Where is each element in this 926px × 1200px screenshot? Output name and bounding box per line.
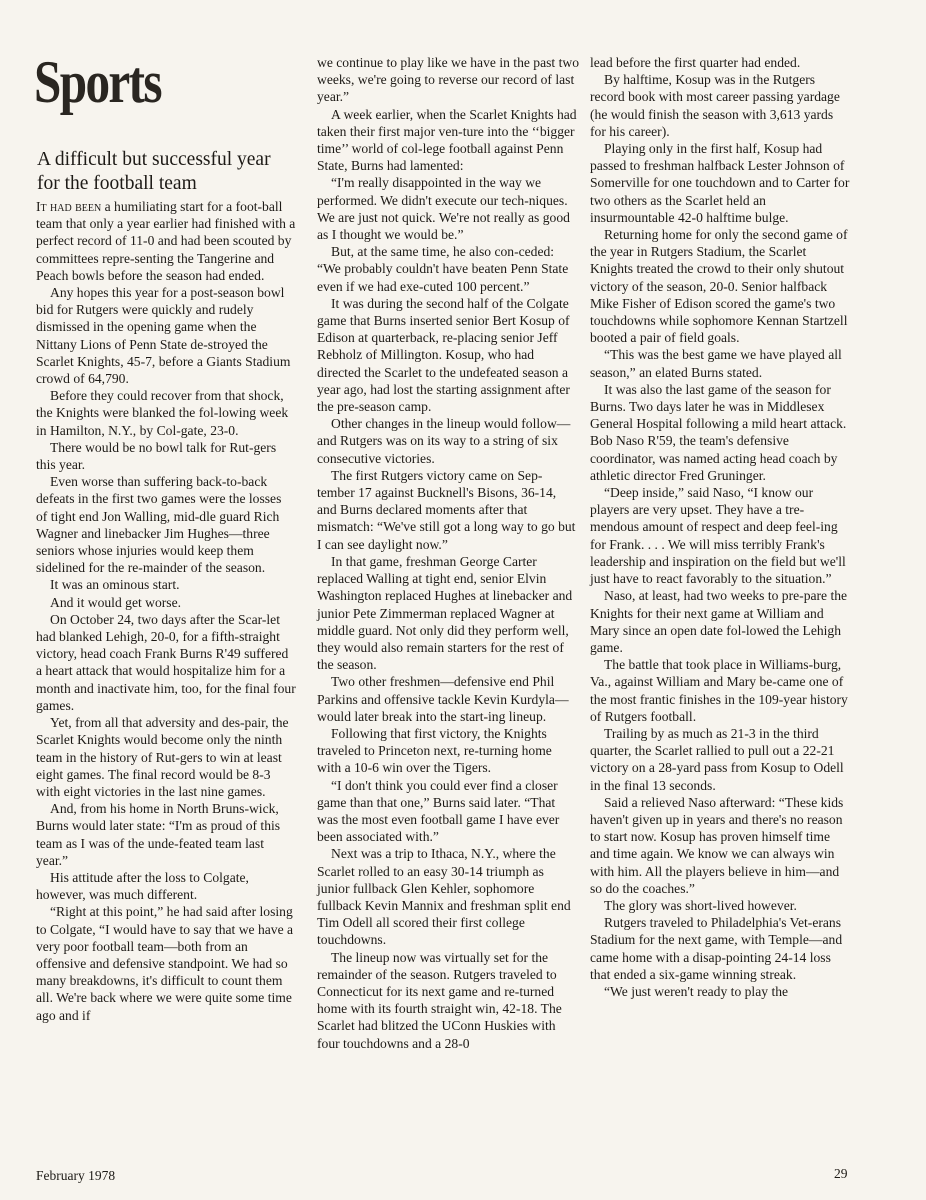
article-column-1 (36, 198, 296, 1024)
page-number: 29 (834, 1166, 848, 1181)
paragraph: Two other freshmen—defensive end Phil Parkins and offensive tackle Kevin Kurdyla—would later break into the start-ing lineup. (317, 674, 569, 724)
paragraph: Said a relieved Naso afterward: “These kids haven't given up in years and there's no reason to start now. Kosup has proven himself time and time again. We know we can always win with him. All the players believe in him—and so do the coaches.” (590, 794, 844, 896)
paragraph: A week earlier, when the Scarlet Knights had taken their first major ven-ture into the ‘‘bigger time’’ world of col-lege football against Penn State, Burns had lamented: (317, 106, 577, 174)
paragraph: “Right at this point,” he had said after losing to Colgate, “I would have to say that we have a very poor football team—both from an offensive and defensive standpoint. We had so many breakdowns, it's difficult to count them all. We're back where we were quite some time ago and if (36, 904, 294, 1023)
paragraph: we continue to play like we have in the past two weeks, we're going to reverse our record of last year.” (317, 55, 579, 105)
paragraph: Before they could recover from that shock, the Knights were blanked the fol-lowing week in Hamilton, N.Y., by Col-gate, 23-0. (36, 388, 289, 438)
paragraph: Playing only in the first half, Kosup had passed to freshman halfback Lester Johnson of Somerville for one touchdown and to Carter for two others as the Scarlet held an insurmountable 42-0 halftime bulge. (590, 141, 850, 225)
footer-date: February 1978 (36, 1168, 116, 1183)
paragraph (36, 198, 296, 284)
paragraph: Even worse than suffering back-to-back defeats in the first two games were the losses of tight end Jon Walling, mid-dle guard Rich Wagner and linebacker Jim Hughes—three seniors whose injuries would keep them sidelined for the re-mainder of the season. (36, 474, 282, 576)
article-column-2 (317, 54, 579, 1052)
paragraph: There would be no bowl talk for Rut-gers this year. (36, 439, 277, 473)
paragraph: Any hopes this year for a post-season bowl bid for Rutgers were quickly and rudely dismissed in the opening game when the Nittany Lions of Penn State de-stroyed the Scarlet Knights, 45-7, before a Giants Stadium crowd of 64,790. (36, 285, 291, 387)
paragraph: And it would get worse. (50, 594, 182, 610)
paragraph: “This was the best game we have played all season,” an elated Burns stated. (590, 347, 842, 380)
paragraph: But, at the same time, he also con-ceded: “We probably couldn't have beaten Penn State even if we had exe-cuted 100 percent.” (317, 244, 569, 294)
paragraph: In that game, freshman George Carter replaced Walling at tight end, senior Elvin Washington replaced Hughes at linebacker and junior Pete Zimmerman replaced Wagner at middle guard. Not only did they perform well, they would also remain starters for the rest of the season. (317, 553, 573, 673)
paragraph: It was during the second half of the Colgate game that Burns inserted senior Bert Kosup of Edison at quarterback, re-placing senior Jeff Rebholz of Millington. Kosup, who had directed the Scarlet to the undefeated season a year ago, had lost the starting assignment after the pre-season camp. (317, 295, 570, 415)
paragraph: lead before the first quarter had ended. (590, 55, 801, 70)
paragraph: “We just weren't ready to play the (604, 983, 789, 999)
paragraph: Trailing by as much as 21-3 in the third quarter, the Scarlet rallied to pull out a 22-21 victory on a 28-yard pass from Kosup to Odell in the final 13 seconds. (590, 725, 844, 793)
lead-in-smallcaps: It had been (36, 199, 102, 214)
paragraph: It was an ominous start. (50, 577, 180, 593)
paragraph: By halftime, Kosup was in the Rutgers record book with most career passing yardage (he would finish the season with 3,613 yards for his career). (590, 72, 840, 139)
section-title: Sports (34, 49, 161, 115)
paragraph: “I'm really disappointed in the way we performed. We didn't execute our tech-niques. We are just not quick. We're not really as good as I thought we would be.” (317, 175, 570, 243)
paragraph: The glory was short-lived however. (604, 897, 797, 913)
paragraph: Following that first victory, the Knights traveled to Princeton next, re-turning home with a 10-6 win over the Tigers. (317, 725, 552, 776)
paragraph: The lineup now was virtually set for the remainder of the season. Rutgers traveled to Connecticut for its next game and re-turned home with its fourth straight win, 42-18. The Scarlet had blitzed the UConn Huskies with four touchdowns and a 28-0 (317, 949, 562, 1051)
paragraph: It was also the last game of the season for Burns. Two days later he was in Middlesex General Hospital following a mild heart attack. Bob Naso R'59, the team's defensive coordinator, was named acting head coach by athletic director Fred Gruninger. (590, 381, 847, 483)
paragraph: Rutgers traveled to Philadelphia's Vet-erans Stadium for the next game, with Temple—and came home with a disap-pointing 24-14 loss that ended a six-game winning streak. (590, 915, 843, 982)
paragraph: The first Rutgers victory came on Sep-tember 17 against Bucknell's Bisons, 36-14, and Burns declared moments after that mismatch: “We've still got a long way to go but I can see daylight now.” (317, 467, 576, 552)
paragraph: Yet, from all that adversity and des-pair, the Scarlet Knights would become only the ninth team in the history of Rut-gers to win at least eight games. The final record would be 8-3 with eight victories in the last nine games. (36, 715, 289, 799)
paragraph: On October 24, two days after the Scar-let had blanked Lehigh, 20-0, for a fifth-straight victory, head coach Frank Burns R'49 suffered a heart attack that would hospitalize him for a month and inactivate him, too, for the final four games. (36, 611, 296, 713)
paragraph: Naso, at least, had two weeks to pre-pare the Knights for their next game at William and Mary since an open date fol-lowed the Lehigh game. (590, 588, 848, 655)
paragraph: “I don't think you could ever find a closer game than that one,” Burns said later. “That was the most even football game I have ever been associated with.” (317, 777, 560, 845)
paragraph: Next was a trip to Ithaca, N.Y., where the Scarlet rolled to an easy 30-14 triumph as junior fullback Glen Kehler, sophomore fullback Kevin Mannix and freshman split end Tim Odell all scored their first college touchdowns. (317, 846, 571, 948)
article-column-3 (590, 54, 852, 1000)
article-headline: A difficult but successful year for the football team (37, 149, 271, 194)
paragraph: Returning home for only the second game of the year in Rutgers Stadium, the Scarlet Knights treated the crowd to their only shutout victory of the season, 20-0. Senior halfback Mike Fisher of Edison scored the game's two touchdowns while sophomore Kennan Startzell booted a pair of field goals. (590, 227, 848, 346)
paragraph: “Deep inside,” said Naso, “I know our players are very upset. They have a tre-mendous amount of respect and deep feel-ing for Frank. . . . We will miss terribly Frank's leadership and inspiration on the field but we'll just have to react favorably to the situation.” (590, 485, 846, 587)
paragraph-text: a humiliating start for a foot-ball team that only a year earlier had finished with a perfect record of 11-0 and had been scouted by committees repre-senting the Tangerine and Peach bowls before the season had ended. (36, 199, 296, 283)
paragraph: And, from his home in North Bruns-wick, Burns would later state: “I'm as proud of this team as I was of the unde-feated team last year.” (36, 801, 281, 868)
paragraph: His attitude after the loss to Colgate, however, was much different. (36, 869, 249, 903)
paragraph: The battle that took place in Williams-burg, Va., against William and Mary be-came one of the most frantic finishes in the 109-year history of Rutgers football. (590, 657, 848, 724)
paragraph: Other changes in the lineup would follow—and Rutgers was on its way to a string of six consecutive victories. (317, 416, 571, 466)
